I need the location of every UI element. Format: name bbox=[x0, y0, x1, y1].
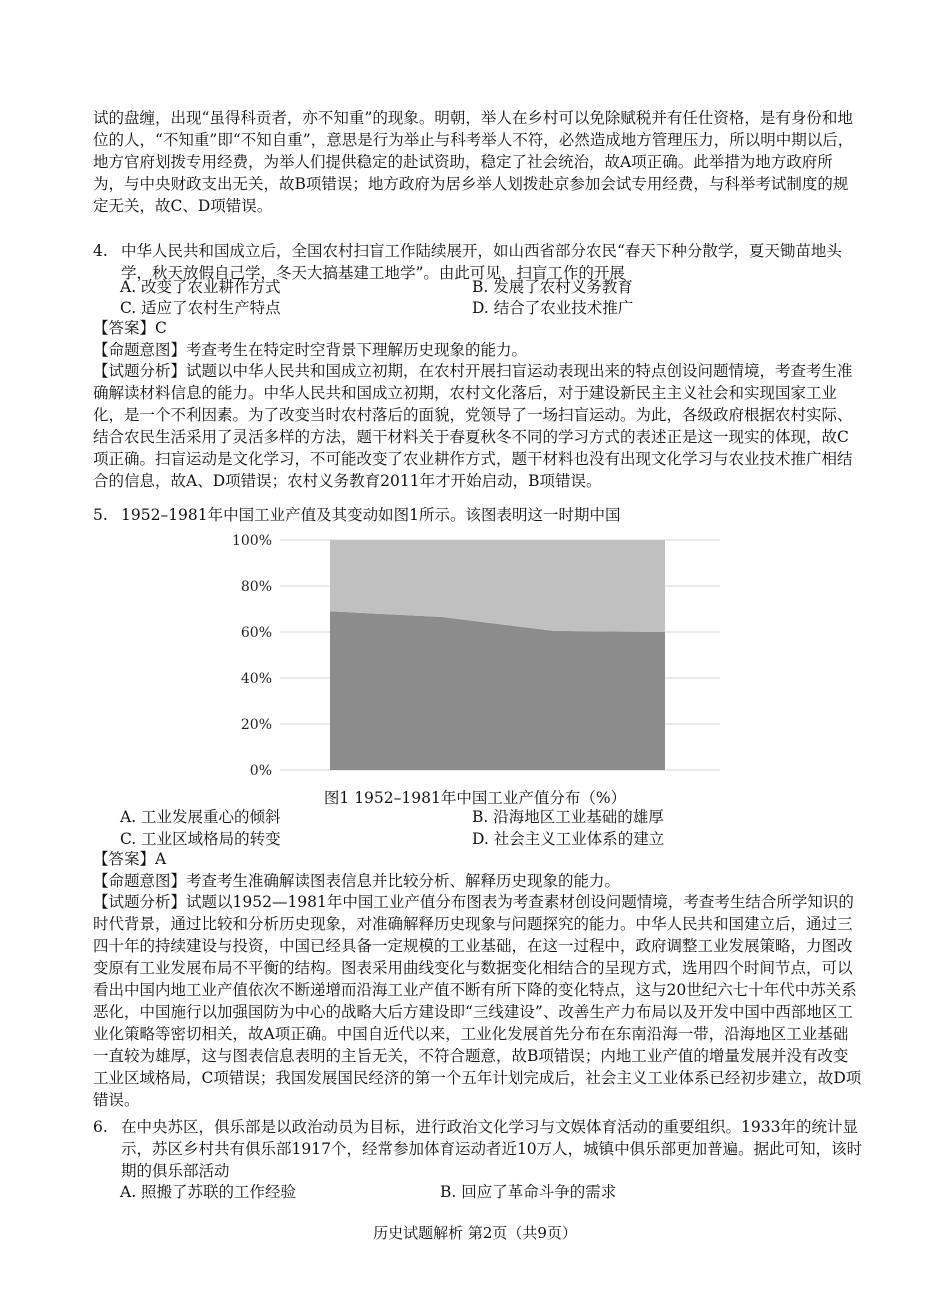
y-tick-label: 60% bbox=[240, 625, 272, 641]
option-c: C. 适应了农村生产特点 bbox=[120, 299, 281, 317]
analysis-text: 【试题分析】试题以中华人民共和国成立初期，在农村开展扫盲运动表现出来的特点创设问题情境，考查考生准确解读材料信息的能力。中华人民共和国成立初期，农村文化落后，对于建设新民主主义社会和实现国家工业化，是一个不利因素。为了改变当时农村落后的面貌，党领导了一场扫盲运动。为此，各级政府根据农村实际、结合农民生活采用了灵活多样的方法，题干材料关于春夏秋冬不同的学习方式的表述正是这一现实的体现，故C项正确。扫盲运动是文化学习，不可能改变了农业耕作方式，题干材料也没有出现文化学习与农业技术推广相结合的信息，故A、D项错误；农村义务教育2011年才开始启动，B项错误。 bbox=[93, 362, 853, 490]
option-a: A. 改变了农业耕作方式 bbox=[120, 278, 281, 296]
option-b: B. 回应了革命斗争的需求 bbox=[440, 1183, 617, 1201]
analysis-5 bbox=[93, 891, 863, 1111]
intent-5: 【命题意图】考查考生准确解读图表信息并比较分析、解释历史现象的能力。 bbox=[93, 872, 621, 890]
y-tick-label: 0% bbox=[249, 763, 272, 779]
answer-4: 【答案】C bbox=[93, 319, 167, 337]
page-footer: 历史试题解析 第2页（共9页） bbox=[373, 1224, 577, 1242]
intent-4: 【命题意图】考查考生在特定时空背景下理解历史现象的能力。 bbox=[93, 341, 528, 359]
option-d: D. 社会主义工业体系的建立 bbox=[472, 830, 665, 848]
answer-5: 【答案】A bbox=[93, 850, 167, 868]
area-series-1 bbox=[330, 611, 665, 770]
question-stem: 1952–1981年中国工业产值及其变动如图1所示。该图表明这一时期中国 bbox=[121, 506, 621, 524]
y-tick-label: 20% bbox=[240, 717, 272, 733]
y-tick-label: 80% bbox=[240, 579, 272, 595]
industrial-output-chart bbox=[230, 530, 730, 790]
continued-analysis-paragraph bbox=[93, 107, 863, 217]
paragraph-text: 试的盘缠，出现“虽得科贡者，亦不知重”的现象。明朝，举人在乡村可以免除赋税并有任仕资格，是有身份和地位的人，“不知重”即“不知自重”，意思是行为举止与科考举人不符，必然造成地方管理压力，所以明中期以后，地方官府划拨专用经费，为举人们提供稳定的赴试资助，稳定了社会统治，故A项正确。此举措为地方政府所为，与中央财政支出无关，故B项错误；地方政府为居乡举人划拨赴京参加会试专用经费，与科举考试制度的规定无关，故C、D项错误。 bbox=[93, 109, 854, 215]
option-b: B. 沿海地区工业基础的雄厚 bbox=[472, 808, 664, 826]
question-number: 6. bbox=[93, 1118, 108, 1136]
option-c: C. 工业区域格局的转变 bbox=[120, 830, 281, 848]
question-stem: 在中央苏区，俱乐部是以政治动员为目标，进行政治文化学习与文娱体育活动的重要组织。1933年的统计显示，苏区乡村共有俱乐部1917个，经常参加体育运动者近10万人，城镇中俱乐部更加普遍。据此可知，该时期的俱乐部活动 bbox=[121, 1118, 863, 1180]
question-stem: 中华人民共和国成立后，全国农村扫盲工作陆续展开，如山西省部分农民“春天下种分散学，夏天锄苗地头学，秋天放假自己学，冬天大搞基建工地学”。由此可见，扫盲工作的开展 bbox=[121, 242, 842, 282]
analysis-text: 【试题分析】试题以1952—1981年中国工业产值分布图表为考查素材创设问题情境，考查考生结合所学知识的时代背景，通过比较和分析历史现象，对准确解释历史现象与问题探究的能力。中华人民共和国建立后，通过三四十年的持续建设与投资，中国已经具备一定规模的工业基础，在这一过程中，政府调整工业发展策略，力图改变原有工业发展布局不平衡的结构。图表采用曲线变化与数据变化相结合的呈现方式，选用四个时间节点，可以看出中国内地工业产值依次不断递增而沿海工业产值不断有所下降的变化特点，这与20世纪六七十年代中苏关系恶化，中国施行以加强国防为中心的战略大后方建设即“三线建设”、改善生产力布局以及开发中国中西部地区工业化策略等密切相关，故A项正确。中国自近代以来，工业化发展首先分布在东南沿海一带，沿海地区工业基础一直较为雄厚，这与图表信息表明的主旨无关，不符合题意，故B项错误；内地工业产值的增量发展并没有改变工业区域格局，C项错误；我国发展国民经济的第一个五年计划完成后，社会主义工业体系已经初步建立，故D项错误。 bbox=[93, 893, 862, 1109]
figure-caption: 图1 1952–1981年中国工业产值分布（%） bbox=[323, 789, 627, 807]
option-a: A. 照搬了苏联的工作经验 bbox=[120, 1183, 297, 1201]
option-b: B. 发展了农村义务教育 bbox=[472, 278, 633, 296]
y-tick-label: 100% bbox=[231, 533, 272, 549]
question-6 bbox=[93, 1116, 863, 1182]
analysis-4 bbox=[93, 360, 863, 492]
y-tick-label: 40% bbox=[240, 671, 272, 687]
question-number: 5. bbox=[93, 506, 108, 524]
question-number: 4. bbox=[93, 242, 108, 260]
option-a: A. 工业发展重心的倾斜 bbox=[120, 808, 281, 826]
option-d: D. 结合了农业技术推广 bbox=[472, 299, 634, 317]
question-5 bbox=[93, 504, 863, 526]
